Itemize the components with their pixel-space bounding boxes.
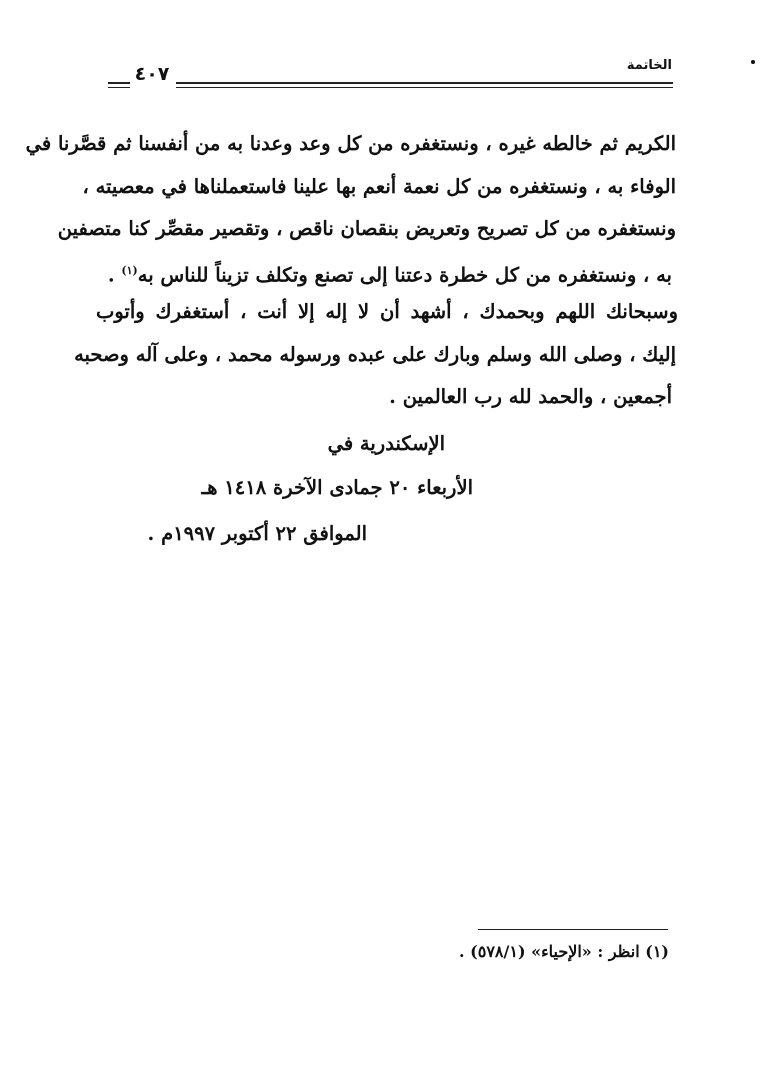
header-rule-left bbox=[108, 82, 130, 84]
footnote-separator bbox=[478, 929, 668, 930]
signoff-hijri-date: الأربعاء ٢٠ جمادى الآخرة ١٤١٨ هـ bbox=[201, 476, 473, 499]
body-line-6: إليك ، وصلى الله وسلم وبارك على عبده ورسوله محمد ، وعلى آله وصحبه bbox=[74, 343, 676, 366]
running-header-title: الخاتمة bbox=[626, 58, 672, 73]
body-line-4-end: . bbox=[107, 263, 122, 287]
signoff-gregorian-date: الموافق ٢٢ أكتوبر ١٩٩٧م . bbox=[147, 522, 367, 545]
signoff-place: الإسكندرية في bbox=[327, 432, 445, 455]
body-line-4-text: به ، ونستغفره من كل خطرة دعتنا إلى تصنع وتكلف تزيناً للناس به bbox=[137, 263, 672, 287]
margin-dot bbox=[751, 60, 755, 64]
body-line-5: وسبحانك اللهم وبحمدك ، أشهد أن لا إله إلا أنت ، أستغفرك وأتوب bbox=[96, 300, 678, 323]
body-line-4 bbox=[108, 251, 672, 291]
header-rule bbox=[176, 82, 673, 84]
footnote: (١) انظر : «الإحياء» (٥٧٨/١) . bbox=[459, 942, 669, 961]
header-rule-left-thin bbox=[108, 87, 130, 88]
header-rule-thin bbox=[176, 87, 673, 88]
body-line-2: الوفاء به ، ونستغفره من كل نعمة أنعم بها علينا فاستعملناها في معصيته ، bbox=[82, 175, 676, 198]
body-line-7: أجمعين ، والحمد لله رب العالمين . bbox=[389, 385, 672, 408]
footnote-ref: (١) bbox=[121, 264, 138, 277]
body-line-1: الكريم ثم خالطه غيره ، ونستغفره من كل وعد وعدنا به من أنفسنا ثم قصَّرنا في bbox=[25, 132, 676, 155]
body-line-3: ونستغفره من كل تصريح وتعريض بنقصان ناقص ، وتقصير مقصِّر كنا متصفين bbox=[57, 217, 676, 240]
page-number: ٤٠٧ bbox=[134, 63, 170, 85]
